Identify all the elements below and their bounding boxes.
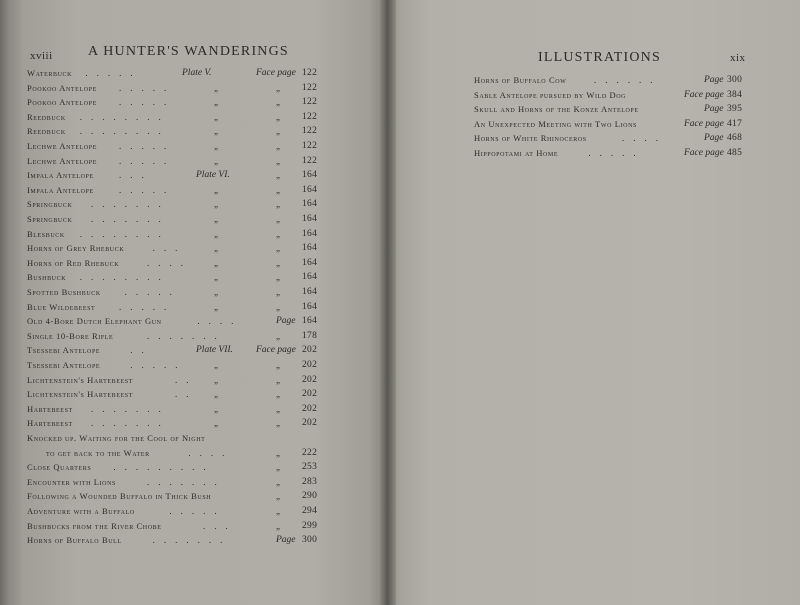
list-item <box>0 212 330 226</box>
leader-dots: .... <box>622 133 667 144</box>
leader-dots: .. <box>130 345 153 356</box>
right-running-head: ILLUSTRATIONS <box>538 50 661 65</box>
page-type-label: „ <box>276 447 280 458</box>
page-number: 178 <box>302 330 318 341</box>
page-number: 164 <box>302 199 318 210</box>
plate-label: „ <box>214 97 218 108</box>
leader-dots: ... <box>119 170 153 181</box>
page-type-label: Page <box>276 316 296 327</box>
leader-dots: ....... <box>91 418 170 429</box>
list-item <box>0 489 330 503</box>
leader-dots: .. <box>175 389 198 400</box>
plate-label: Plate V. <box>182 68 212 78</box>
page-type-label: „ <box>276 418 280 429</box>
page-number: 294 <box>302 506 318 516</box>
page-type-label: „ <box>276 301 280 312</box>
list-item <box>0 95 330 109</box>
leader-dots: ..... <box>119 155 176 166</box>
page-type-label: „ <box>276 374 280 385</box>
leader-dots: ..... <box>124 287 181 297</box>
entry-title: Horns of Grey Rhebuck <box>27 243 125 254</box>
left-page <box>0 0 392 605</box>
page-type-label: „ <box>276 257 280 268</box>
page-number: 164 <box>302 272 318 283</box>
entry-title: Horns of Buffalo Bull <box>27 535 122 546</box>
entry-title: Hartebeest <box>27 418 73 429</box>
list-item <box>0 183 330 197</box>
right-page <box>388 0 800 605</box>
list-item <box>0 416 330 430</box>
leader-dots: ..... <box>588 148 645 158</box>
page-number: 122 <box>302 155 318 166</box>
page-number: 300 <box>302 535 318 546</box>
page-type-label: Face page <box>684 148 724 158</box>
page-number: 164 <box>302 287 318 297</box>
page-type-label: Page <box>704 104 724 115</box>
page-type-label: Face page <box>684 89 724 100</box>
page-number: 202 <box>302 418 318 429</box>
leader-dots: ........ <box>79 272 170 283</box>
leader-dots: .... <box>188 447 234 458</box>
list-item <box>0 402 330 416</box>
plate-label: „ <box>214 111 218 122</box>
leader-dots: ....... <box>147 476 226 487</box>
leader-dots: ..... <box>119 97 176 108</box>
page-number: 485 <box>727 148 743 158</box>
list-item <box>0 241 330 255</box>
page-number: 164 <box>302 170 318 181</box>
entry-title: Tsessebi Antelope <box>27 345 101 356</box>
page-number: 122 <box>302 68 318 78</box>
entry-title: Waterbuck <box>27 68 73 78</box>
plate-label: „ <box>214 360 218 370</box>
plate-label: „ <box>214 243 218 254</box>
list-item <box>0 81 330 95</box>
entry-title: Tsessebi Antelope <box>27 360 101 370</box>
page-type-label: Face page <box>256 345 296 356</box>
leader-dots: ..... <box>119 301 176 312</box>
plate-label: Plate VII. <box>196 345 233 356</box>
page-type-label: Page <box>704 75 724 85</box>
entry-title: Springbuck <box>27 199 73 210</box>
entry-title: Impala Antelope <box>27 170 94 181</box>
book-gutter <box>380 0 396 605</box>
page-type-label: „ <box>276 462 280 473</box>
list-item <box>0 197 330 211</box>
entry-title: Horns of White Rhinoceros <box>474 133 587 144</box>
page-number: 164 <box>302 257 318 268</box>
page-number: 122 <box>302 126 318 137</box>
page-type-label: „ <box>276 520 280 531</box>
entry-title: Close Quarters <box>27 462 92 473</box>
entry-title: Lichtenstein's Hartebeest <box>27 389 133 400</box>
list-item <box>0 154 330 168</box>
plate-label: „ <box>214 374 218 385</box>
list-item <box>0 270 330 284</box>
page-number: 202 <box>302 360 318 370</box>
leader-dots: ..... <box>85 68 142 78</box>
page-type-label: „ <box>276 111 280 122</box>
entry-title: Springbuck <box>27 214 73 224</box>
page-type-label: „ <box>276 184 280 195</box>
page-type-label: Face page <box>684 118 724 129</box>
page-number: 202 <box>302 374 318 385</box>
plate-label: „ <box>214 141 218 151</box>
leader-dots: ... <box>152 243 187 254</box>
page-number: 395 <box>727 104 743 115</box>
entry-title: An Unexpected Meeting with Two Lions <box>474 118 637 129</box>
list-item <box>0 256 330 270</box>
list-item <box>0 285 330 299</box>
leader-dots: ..... <box>169 506 226 516</box>
entry-title: Sable Antelope pursued by Wild Dog <box>474 89 627 100</box>
plate-label: „ <box>214 126 218 137</box>
plate-label: „ <box>214 287 218 297</box>
entry-title: Lechwe Antelope <box>27 155 97 166</box>
page-type-label: „ <box>276 389 280 400</box>
plate-label: Plate VI. <box>196 170 230 181</box>
left-folio: xviii <box>30 50 53 62</box>
leader-dots: ......... <box>113 462 215 473</box>
entry-title: Horns of Red Rhebuck <box>27 257 120 268</box>
plate-label: „ <box>214 272 218 283</box>
plate-label: „ <box>214 199 218 210</box>
list-item <box>0 168 330 182</box>
entry-title: Adventure with a Buffalo <box>27 506 135 516</box>
leader-dots: ....... <box>91 199 170 210</box>
page-number: 122 <box>302 111 318 122</box>
page-number: 164 <box>302 228 318 239</box>
list-item <box>0 300 330 314</box>
list-item <box>0 358 330 372</box>
list-item <box>388 102 768 116</box>
page-type-label: „ <box>276 491 280 502</box>
page-number: 202 <box>302 403 318 414</box>
plate-label: „ <box>214 418 218 429</box>
list-item <box>0 519 330 533</box>
plate-label: „ <box>214 389 218 400</box>
page-number: 300 <box>727 75 743 85</box>
page-type-label: Page <box>276 535 296 546</box>
list-item <box>0 110 330 124</box>
page-type-label: „ <box>276 126 280 137</box>
leader-dots: .... <box>197 316 243 327</box>
entry-title: Old 4-Bore Dutch Elephant Gun <box>27 316 162 327</box>
entry-title: Spotted Bushbuck <box>27 287 101 297</box>
page-type-label: „ <box>276 97 280 108</box>
leader-dots: ..... <box>119 82 176 93</box>
page-number: 122 <box>302 141 318 151</box>
plate-label: „ <box>214 257 218 268</box>
leader-dots: ..... <box>119 184 176 195</box>
entry-title: Lichtenstein's Hartebeest <box>27 374 133 385</box>
page-type-label: „ <box>276 272 280 283</box>
page-number: 164 <box>302 214 318 224</box>
page-type-label: „ <box>276 476 280 487</box>
list-item <box>0 387 330 401</box>
page-type-label: Face page <box>256 68 296 78</box>
page-type-label: Page <box>704 133 724 144</box>
entry-title: Bushbuck <box>27 272 67 283</box>
entry-title: Hippopotami at Home <box>474 148 559 158</box>
entry-title: Single 10-Bore Rifle <box>27 330 114 341</box>
page-number: 253 <box>302 462 318 473</box>
list-item <box>0 373 330 387</box>
page-number: 122 <box>302 82 318 93</box>
leader-dots: ....... <box>152 535 232 546</box>
list-item <box>0 533 330 547</box>
list-item <box>0 343 330 357</box>
list-item <box>0 431 330 445</box>
leader-dots: ....... <box>91 214 170 224</box>
page-number: 283 <box>302 476 318 487</box>
right-folio: xix <box>730 52 746 64</box>
page-number: 384 <box>727 89 743 100</box>
entry-title: Skull and Horns of the Konze Antelope <box>474 104 639 115</box>
page-number: 164 <box>302 243 318 254</box>
entry-title: Hartebeest <box>27 403 73 414</box>
plate-label: „ <box>214 301 218 312</box>
plate-label: „ <box>214 403 218 414</box>
entry-title: Knocked up. Waiting for the Cool of Night <box>27 433 206 443</box>
page-number: 164 <box>302 316 318 327</box>
list-item <box>0 504 330 518</box>
list-item <box>388 88 768 102</box>
page-number: 290 <box>302 491 318 502</box>
leader-dots: ....... <box>147 330 226 341</box>
list-item <box>388 117 768 131</box>
entry-title: Following a Wounded Buffalo in Thick Bush <box>27 491 212 502</box>
list-item <box>0 460 330 474</box>
page-type-label: „ <box>276 403 280 414</box>
page-type-label: „ <box>276 360 280 370</box>
page-type-label: „ <box>276 506 280 516</box>
page-number: 164 <box>302 184 318 195</box>
plate-label: „ <box>214 82 218 93</box>
list-item <box>0 446 330 460</box>
list-item <box>388 73 768 87</box>
page-type-label: „ <box>276 170 280 181</box>
list-item <box>0 227 330 241</box>
page-number: 417 <box>727 118 743 129</box>
page-number: 164 <box>302 301 318 312</box>
entry-title: Pookoo Antelope <box>27 97 97 108</box>
page-number: 222 <box>302 447 318 458</box>
page-number: 202 <box>302 389 318 400</box>
entry-title: Impala Antelope <box>27 184 94 195</box>
page-type-label: „ <box>276 330 280 341</box>
page-number: 122 <box>302 97 318 108</box>
entry-title: Reedbuck <box>27 126 66 137</box>
page-type-label: „ <box>276 199 280 210</box>
page-number: 202 <box>302 345 318 356</box>
page-type-label: „ <box>276 287 280 297</box>
leader-dots: .... <box>147 257 192 268</box>
leader-dots: ....... <box>91 403 170 414</box>
list-item <box>0 329 330 343</box>
list-item <box>0 66 330 80</box>
list-item <box>388 146 768 160</box>
list-item <box>388 131 768 145</box>
page-type-label: „ <box>276 141 280 151</box>
entry-title: Lechwe Antelope <box>27 141 97 151</box>
entry-title: Blue Wildebeest <box>27 301 96 312</box>
leader-dots: .. <box>175 374 198 385</box>
list-item <box>0 139 330 153</box>
page-number: 299 <box>302 520 318 531</box>
leader-dots: ..... <box>119 141 176 151</box>
list-item <box>0 475 330 489</box>
entry-title: Bushbucks from the River Chobe <box>27 520 162 531</box>
plate-label: „ <box>214 214 218 224</box>
plate-label: „ <box>214 155 218 166</box>
page-type-label: „ <box>276 243 280 254</box>
list-item <box>0 124 330 138</box>
entry-title: Pookoo Antelope <box>27 82 97 93</box>
entry-title: Encounter with Lions <box>27 476 116 487</box>
page-type-label: „ <box>276 228 280 239</box>
entry-title: to get back to the Water <box>46 447 150 458</box>
plate-label: „ <box>214 228 218 239</box>
plate-label: „ <box>214 184 218 195</box>
left-running-head: A HUNTER'S WANDERINGS <box>88 44 289 59</box>
leader-dots: ........ <box>79 126 170 137</box>
leader-dots: ...... <box>594 75 662 85</box>
leader-dots: ........ <box>79 111 170 122</box>
leader-dots: ..... <box>130 360 187 370</box>
entry-title: Horns of Buffalo Cow <box>474 75 567 85</box>
leader-dots: ........ <box>79 228 170 239</box>
entry-title: Blesbuck <box>27 228 65 239</box>
page-type-label: „ <box>276 82 280 93</box>
page-number: 468 <box>727 133 743 144</box>
leader-dots: ... <box>203 520 237 531</box>
list-item <box>0 314 330 328</box>
page-type-label: „ <box>276 155 280 166</box>
entry-title: Reedbuck <box>27 111 66 122</box>
page-type-label: „ <box>276 214 280 224</box>
